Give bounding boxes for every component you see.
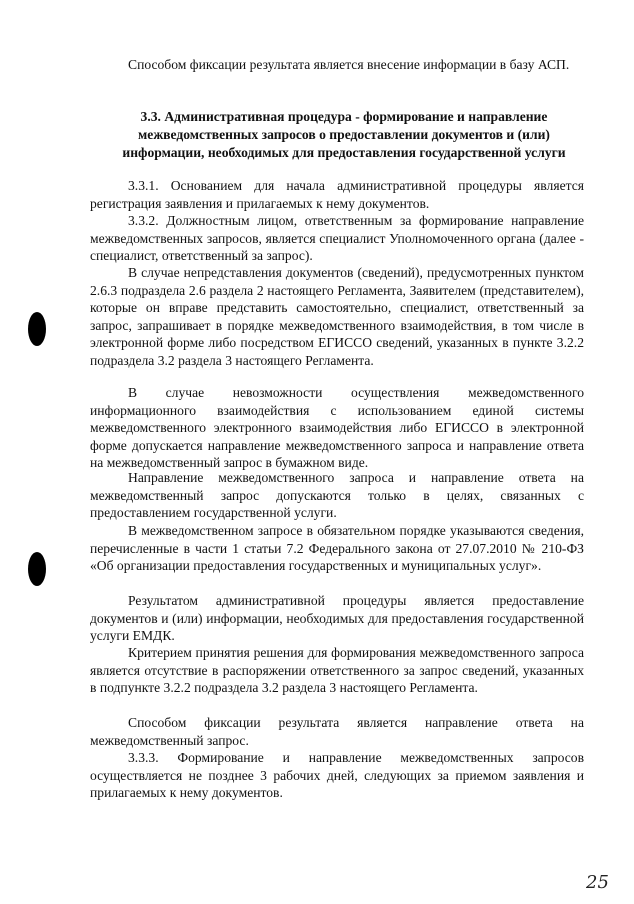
paragraph-criterion: Критерием принятия решения для формирования межведомственного запроса является отсутствие в распоряжении ответственного за запрос сведений, указанных в подпункте 3.2.2 подраздела 3.2 раздела 3 настоящего Регламента. <box>90 645 584 695</box>
paragraph-3-3-2: 3.3.2. Должностным лицом, ответственным за формирование направление межведомственных запросов, является специалист Уполномоченного органа (далее - специалист, ответственный за запрос). <box>90 213 584 263</box>
page-number: 25 <box>586 872 609 893</box>
section-heading: 3.3. Административная процедура - формирование и направление межведомственных запросов о предоставлении документов и (или) информации, необходимых для предоставления государственной услуги <box>122 109 566 160</box>
paragraph-fixation-answer: Способом фиксации результата является направление ответа на межведомственный запрос. <box>90 715 584 748</box>
paragraph-result: Результатом административной процедуры является предоставление документов и (или) информации, необходимых для предоставления государственной услуги ЕМДК. <box>90 593 584 643</box>
punch-hole-lower <box>28 552 46 586</box>
paragraph-3-3-1: 3.3.1. Основанием для начала административной процедуры является регистрация заявления и прилагаемых к нему документов. <box>90 178 584 211</box>
punch-hole-upper <box>28 312 46 346</box>
paragraph-fixation-asp: Способом фиксации результата является внесение информации в базу АСП. <box>128 57 570 72</box>
paragraph-impossibility: В случае невозможности осуществления межведомственного информационного взаимодействия с использованием единой системы межведомственного электронного взаимодействия либо ЕГИССО в электронной форме допускается направление межведомственного запроса и направление ответа на межведомственный запрос в бумажном виде. <box>90 385 584 470</box>
paragraph-request-content: В межведомственном запросе в обязательном порядке указываются сведения, перечисленные в части 1 статьи 7.2 Федерального закона от 27.07.2010 № 210-ФЗ «Об организации предоставления государственных и муниципальных услуг». <box>90 523 584 573</box>
paragraph-non-submission: В случае непредставления документов (сведений), предусмотренных пунктом 2.6.3 подраздела 2.6 раздела 2 настоящего Регламента, Заявителем (представителем), которые он вправе представить самостоятельно, специалист, ответственный за запрос, запрашивает в порядке межведомственного взаимодействия, в том числе в электронной форме либо посредством ЕГИССО сведений, указанных в пункте 3.2.2 подраздела 3.2 раздела 3 настоящего Регламента. <box>90 265 584 368</box>
paragraph-3-3-3: 3.3.3. Формирование и направление межведомственных запросов осуществляется не позднее 3 рабочих дней, следующих за приемом заявления и прилагаемых к нему документов. <box>90 750 584 800</box>
paragraph-purpose: Направление межведомственного запроса и направление ответа на межведомственный запрос допускаются только в целях, связанных с предоставлением государственной услуги. <box>90 470 584 520</box>
